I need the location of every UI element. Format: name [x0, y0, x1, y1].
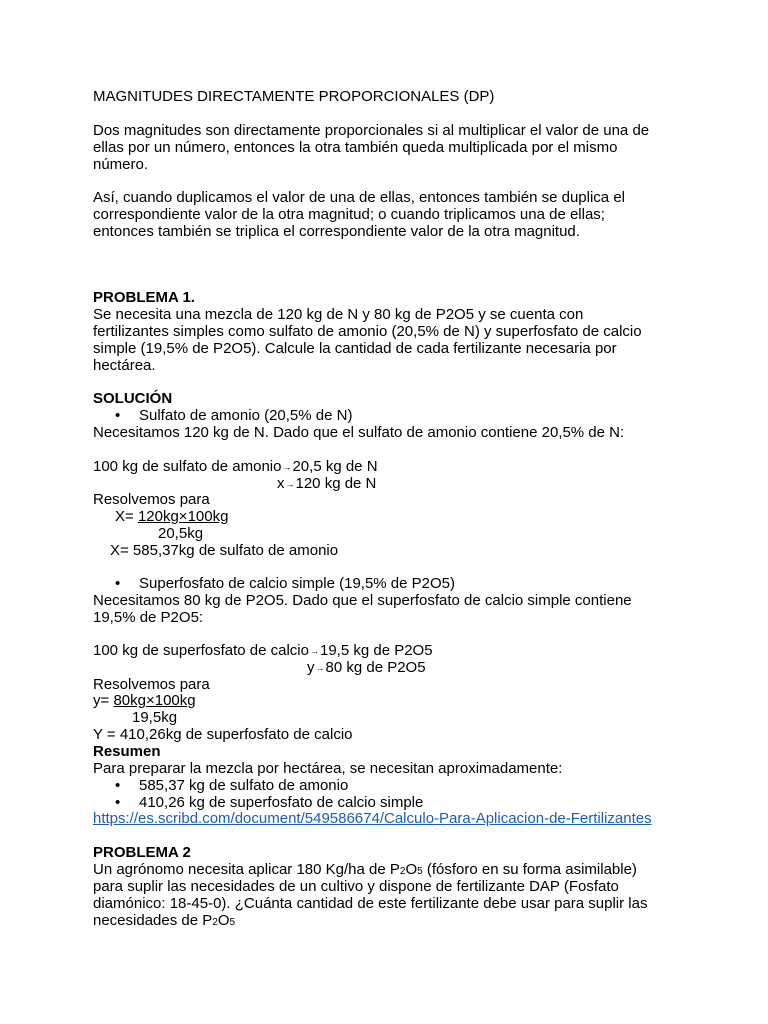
need-p-line-1: Necesitamos 80 kg de P2O5. Dado que el superfosfato de calcio simple contiene — [93, 592, 632, 609]
solve-for-y: Resolvemos para — [93, 676, 210, 693]
need-p-line-2: 19,5% de P2O5: — [93, 609, 204, 626]
arrow-icon: → — [282, 462, 292, 472]
problem1-line-3: simple (19,5% de P2O5). Calcule la cantidad de cada fertilizante necesaria por — [93, 340, 617, 357]
summary-item-1: 585,37 kg de sulfato de amonio — [139, 777, 349, 794]
bullet-marker: • — [115, 407, 121, 424]
problem1-line-1: Se necesita una mezcla de 120 kg de N y 80 kg de P2O5 y se cuenta con — [93, 306, 584, 323]
summary-title: Resumen — [93, 743, 161, 760]
summary-text: Para preparar la mezcla por hectárea, se necesitan aproximadamente: — [93, 760, 563, 777]
bullet-marker: • — [115, 777, 121, 794]
intro-line-3: número. — [93, 156, 149, 173]
y-result: Y = 410,26kg de superfosfato de calcio — [93, 726, 353, 743]
solve-for-x: Resolvemos para — [93, 491, 210, 508]
problem1-line-4: hectárea. — [93, 357, 156, 374]
page-heading: MAGNITUDES DIRECTAMENTE PROPORCIONALES (DP) — [93, 88, 495, 105]
x-fraction-numerator: X= 120kg×100kg — [115, 508, 229, 525]
intro2-line-2: correspondiente valor de la otra magnitud; o cuando triplicamos una de ellas; — [93, 206, 605, 223]
intro-line-2: ellas por un número, entonces la otra también queda multiplicada por el mismo — [93, 139, 618, 156]
bullet-superfosfato: Superfosfato de calcio simple (19,5% de P2O5) — [139, 575, 456, 592]
problem2-line-2: para suplir las necesidades de un cultivo y dispone de fertilizante DAP (Fosfato — [93, 878, 619, 895]
ratio1-line-b: x→120 kg de N — [277, 475, 377, 492]
intro-line-1: Dos magnitudes son directamente proporcionales si al multiplicar el valor de una de — [93, 122, 650, 139]
ratio1-line-a: 100 kg de sulfato de amonio→20,5 kg de N — [93, 458, 378, 475]
problem2-line-4: necesidades de P2O5 — [93, 912, 236, 929]
problem2-title: PROBLEMA 2 — [93, 844, 191, 861]
problem2-line-1: Un agrónomo necesita aplicar 180 Kg/ha de P2O5 (fósforo en su forma asimilable) — [93, 861, 637, 878]
arrow-icon: → — [309, 646, 319, 656]
problem2-line-3: diamónico: 18-45-0). ¿Cuánta cantidad de este fertilizante debe usar para suplir las — [93, 895, 648, 912]
arrow-icon: → — [315, 663, 325, 673]
bullet-marker: • — [115, 575, 121, 592]
ratio2-line-b: y→80 kg de P2O5 — [307, 659, 426, 676]
x-fraction-denominator: 20,5kg — [158, 525, 204, 542]
problem1-line-2: fertilizantes simples como sulfato de amonio (20,5% de N) y superfosfato de calcio — [93, 323, 642, 340]
problem1-title: PROBLEMA 1. — [93, 289, 195, 306]
x-result: X= 585,37kg de sulfato de amonio — [110, 542, 339, 559]
arrow-icon: → — [285, 479, 295, 489]
solution-title: SOLUCIÓN — [93, 390, 173, 407]
bullet-sulfato: Sulfato de amonio (20,5% de N) — [139, 407, 353, 424]
scribd-link[interactable]: https://es.scribd.com/document/549586674/Calculo-Para-Aplicacion-de-Fertilizantes — [93, 810, 652, 827]
need-n-line: Necesitamos 120 kg de N. Dado que el sulfato de amonio contiene 20,5% de N: — [93, 424, 625, 441]
bullet-marker: • — [115, 794, 121, 811]
y-fraction-numerator: y= 80kg×100kg — [93, 692, 196, 709]
intro2-line-3: entonces también se triplica el correspondiente valor de la otra magnitud. — [93, 223, 580, 240]
ratio2-line-a: 100 kg de superfosfato de calcio→19,5 kg de P2O5 — [93, 642, 433, 659]
summary-item-2: 410,26 kg de superfosfato de calcio simple — [139, 794, 424, 811]
y-fraction-denominator: 19,5kg — [132, 709, 178, 726]
intro2-line-1: Así, cuando duplicamos el valor de una de ellas, entonces también se duplica el — [93, 189, 625, 206]
